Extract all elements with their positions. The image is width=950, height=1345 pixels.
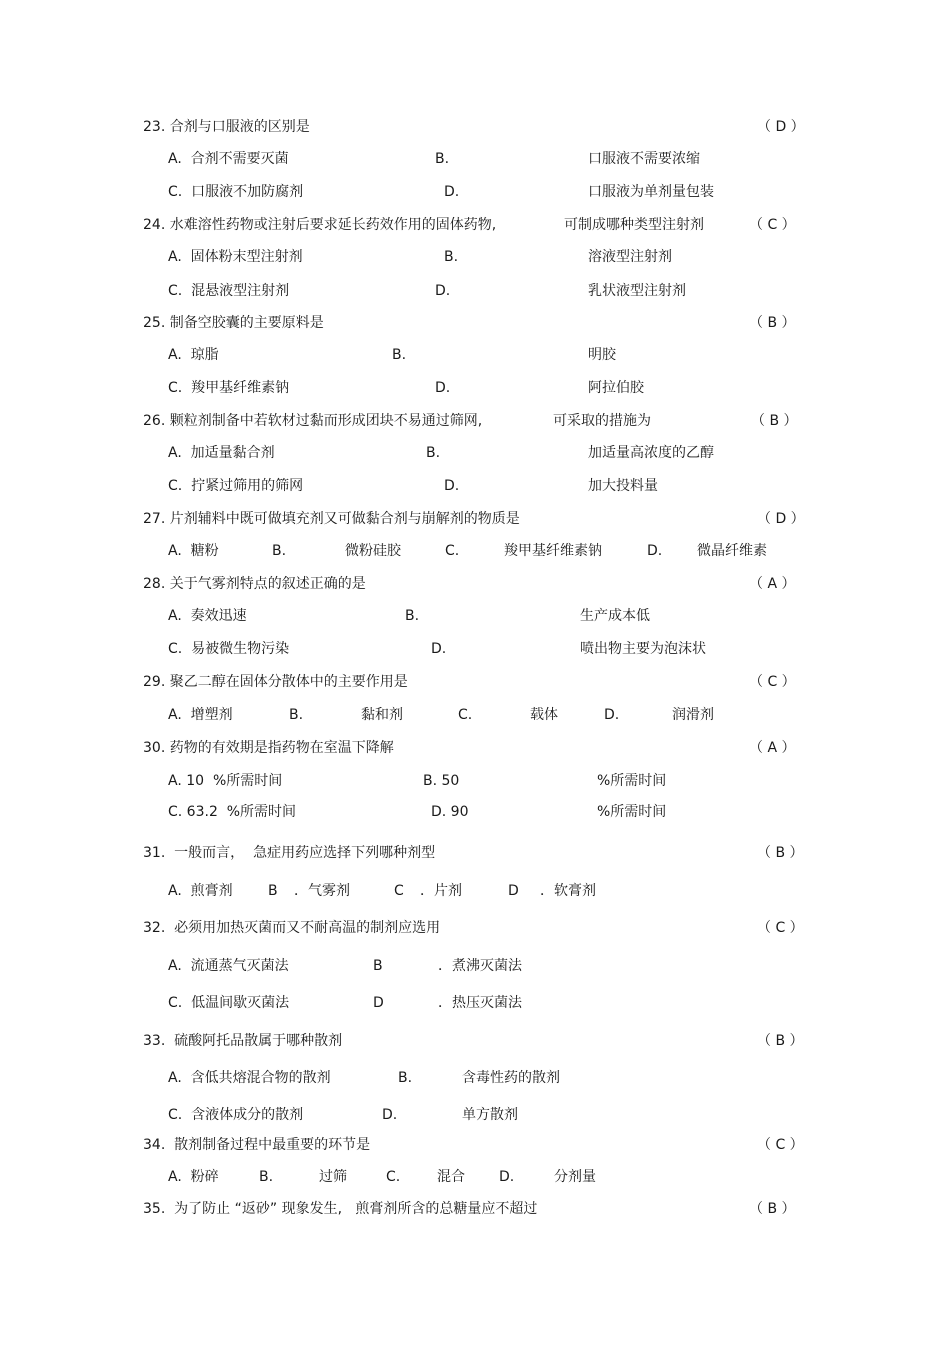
option-b-label: B. bbox=[289, 707, 304, 723]
option-a: A. 10 %所需时间 bbox=[168, 773, 283, 789]
option-d-text: 口服液为单剂量包装 bbox=[588, 184, 714, 200]
question-26-stem-cont: 可采取的措施为 bbox=[553, 413, 651, 429]
option-c: C. 含液体成分的散剂 bbox=[168, 1107, 304, 1123]
question-27-answer: （ D ） bbox=[757, 511, 805, 527]
option-a: A. 流通蒸气灭菌法 bbox=[168, 958, 289, 974]
option-d-label: D. bbox=[444, 184, 460, 200]
question-33-stem: 33. 硫酸阿托品散属于哪种散剂 bbox=[143, 1033, 343, 1049]
question-23-answer: （ D ） bbox=[757, 119, 805, 135]
option-c: C. 低温间歇灭菌法 bbox=[168, 995, 290, 1011]
question-30-answer: （ A ） bbox=[749, 740, 796, 756]
question-27-stem: 27. 片剂辅料中既可做填充剂又可做黏合剂与崩解剂的物质是 bbox=[143, 511, 520, 527]
option-d-text: 乳状液型注射剂 bbox=[588, 283, 686, 299]
option-b-text: ．气雾剂 bbox=[294, 883, 350, 899]
option-a: A. 含低共熔混合物的散剂 bbox=[168, 1070, 331, 1086]
option-c-label: C bbox=[394, 883, 404, 899]
question-32-stem: 32. 必须用加热灭菌而又不耐高温的制剂应选用 bbox=[143, 920, 441, 936]
option-d-label: D. 90 bbox=[431, 804, 469, 820]
option-d-label: D. bbox=[382, 1107, 398, 1123]
option-b-label: B. bbox=[272, 543, 287, 559]
option-b-text: 明胶 bbox=[588, 347, 616, 363]
question-24-stem-cont: 可制成哪种类型注射剂 bbox=[564, 217, 704, 233]
option-a: A. 增塑剂 bbox=[168, 707, 233, 723]
option-b-text: 口服液不需要浓缩 bbox=[588, 151, 700, 167]
question-35-answer: （ B ） bbox=[749, 1201, 796, 1217]
option-b-label: B. 50 bbox=[423, 773, 460, 789]
option-b-text: 微粉硅胶 bbox=[345, 543, 401, 559]
option-c: C. 羧甲基纤维素钠 bbox=[168, 380, 290, 396]
option-c-text: ．片剂 bbox=[420, 883, 462, 899]
question-34-answer: （ C ） bbox=[757, 1137, 804, 1153]
question-31-stem: 31. 一般而言， 急症用药应选择下列哪种剂型 bbox=[143, 845, 436, 861]
option-c-label: C. bbox=[458, 707, 473, 723]
option-c: C. 易被微生物污染 bbox=[168, 641, 290, 657]
question-26-answer: （ B ） bbox=[751, 413, 798, 429]
option-a: A. 固体粉末型注射剂 bbox=[168, 249, 303, 265]
option-c-text: 羧甲基纤维素钠 bbox=[504, 543, 602, 559]
question-32-answer: （ C ） bbox=[757, 920, 804, 936]
option-b-label: B. bbox=[426, 445, 441, 461]
option-b-label: B. bbox=[392, 347, 407, 363]
question-23-stem: 23. 合剂与口服液的区别是 bbox=[143, 119, 310, 135]
option-d-text: 喷出物主要为泡沫状 bbox=[580, 641, 706, 657]
option-d-text: 阿拉伯胶 bbox=[588, 380, 644, 396]
option-d-text: 加大投料量 bbox=[588, 478, 658, 494]
question-35-stem: 35. 为了防止 “返砂” 现象发生, 煎膏剂所含的总糖量应不超过 bbox=[143, 1201, 538, 1217]
option-d-label: D. bbox=[431, 641, 447, 657]
option-b-label: B. bbox=[444, 249, 459, 265]
option-c-text: 载体 bbox=[530, 707, 558, 723]
option-b-text: 过筛 bbox=[319, 1169, 347, 1185]
option-a: A. 加适量黏合剂 bbox=[168, 445, 275, 461]
option-b-label: B. bbox=[398, 1070, 413, 1086]
option-d-text: 微晶纤维素 bbox=[697, 543, 767, 559]
question-31-answer: （ B ） bbox=[757, 845, 804, 861]
option-b-text: ．煮沸灭菌法 bbox=[438, 958, 522, 974]
option-c: C. 口服液不加防腐剂 bbox=[168, 184, 304, 200]
option-b-text: %所需时间 bbox=[597, 773, 667, 789]
question-25-answer: （ B ） bbox=[749, 315, 796, 331]
option-d-label: D. bbox=[499, 1169, 515, 1185]
option-d-text: 单方散剂 bbox=[462, 1107, 518, 1123]
option-b-label: B. bbox=[405, 608, 420, 624]
option-c-text: 混合 bbox=[437, 1169, 465, 1185]
option-c-label: C. bbox=[445, 543, 460, 559]
question-29-stem: 29. 聚乙二醇在固体分散体中的主要作用是 bbox=[143, 674, 408, 690]
option-d-text: %所需时间 bbox=[597, 804, 667, 820]
option-d-label: D bbox=[373, 995, 384, 1011]
option-d-text: 润滑剂 bbox=[672, 707, 714, 723]
option-d-label: D. bbox=[604, 707, 620, 723]
question-29-answer: （ C ） bbox=[749, 674, 796, 690]
option-d-label: D. bbox=[647, 543, 663, 559]
option-d-label: D. bbox=[435, 380, 451, 396]
option-a: A. 糖粉 bbox=[168, 543, 219, 559]
option-c: C. 63.2 %所需时间 bbox=[168, 804, 297, 820]
option-b-label: B. bbox=[435, 151, 450, 167]
option-d-text: ．热压灭菌法 bbox=[438, 995, 522, 1011]
option-d-label: D bbox=[508, 883, 519, 899]
option-b-text: 生产成本低 bbox=[580, 608, 650, 624]
option-b-text: 黏和剂 bbox=[361, 707, 403, 723]
question-24-answer: （ C ） bbox=[749, 217, 796, 233]
option-b-text: 溶液型注射剂 bbox=[588, 249, 672, 265]
question-24-stem: 24. 水难溶性药物或注射后要求延长药效作用的固体药物, bbox=[143, 217, 497, 233]
option-a: A. 煎膏剂 bbox=[168, 883, 233, 899]
question-30-stem: 30. 药物的有效期是指药物在室温下降解 bbox=[143, 740, 394, 756]
question-25-stem: 25. 制备空胶囊的主要原料是 bbox=[143, 315, 324, 331]
option-d-text: 分剂量 bbox=[554, 1169, 596, 1185]
option-b-text: 含毒性药的散剂 bbox=[462, 1070, 560, 1086]
option-a: A. 粉碎 bbox=[168, 1169, 219, 1185]
question-26-stem: 26. 颗粒剂制备中若软材过黏而形成团块不易通过筛网, bbox=[143, 413, 483, 429]
question-34-stem: 34. 散剂制备过程中最重要的环节是 bbox=[143, 1137, 371, 1153]
option-b-label: B. bbox=[259, 1169, 274, 1185]
option-c-label: C. bbox=[386, 1169, 401, 1185]
option-c: C. 混悬液型注射剂 bbox=[168, 283, 290, 299]
question-28-answer: （ A ） bbox=[749, 576, 796, 592]
question-28-stem: 28. 关于气雾剂特点的叙述正确的是 bbox=[143, 576, 366, 592]
option-b-label: B bbox=[373, 958, 383, 974]
option-d-label: D. bbox=[444, 478, 460, 494]
option-b-label: B bbox=[268, 883, 278, 899]
option-a: A. 奏效迅速 bbox=[168, 608, 247, 624]
option-d-text: ．软膏剂 bbox=[540, 883, 596, 899]
option-d-label: D. bbox=[435, 283, 451, 299]
option-c: C. 拧紧过筛用的筛网 bbox=[168, 478, 304, 494]
option-a: A. 合剂不需要灭菌 bbox=[168, 151, 289, 167]
option-a: A. 琼脂 bbox=[168, 347, 219, 363]
question-33-answer: （ B ） bbox=[757, 1033, 804, 1049]
option-b-text: 加适量高浓度的乙醇 bbox=[588, 445, 714, 461]
